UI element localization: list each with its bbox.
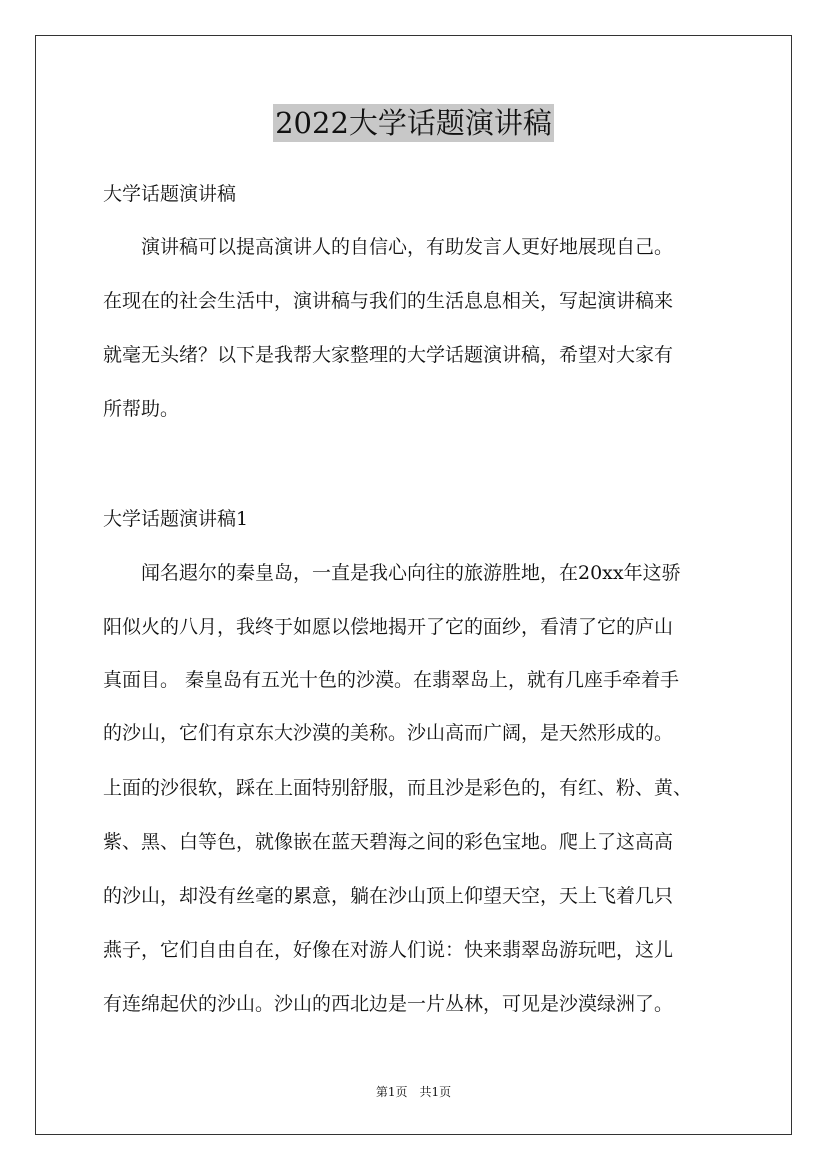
paragraph-line: 所帮助。 xyxy=(103,398,180,420)
title-container xyxy=(0,104,827,142)
paragraph-line: 的沙山，却没有丝毫的累意，躺在沙山顶上仰望天空，天上飞着几只 xyxy=(103,885,674,907)
paragraph-line: 上面的沙很软，踩在上面特别舒服，而且沙是彩色的，有红、粉、黄、 xyxy=(103,777,693,799)
paragraph-line: 就毫无头绪？以下是我帮大家整理的大学话题演讲稿，希望对大家有 xyxy=(103,344,674,366)
paragraph-line: 阳似火的八月，我终于如愿以偿地揭开了它的面纱，看清了它的庐山 xyxy=(103,616,674,638)
paragraph-line: 在现在的社会生活中，演讲稿与我们的生活息息相关，写起演讲稿来 xyxy=(103,290,674,312)
section-heading: 大学话题演讲稿1 xyxy=(103,508,249,530)
section-heading: 大学话题演讲稿 xyxy=(103,183,237,205)
page-number-footer: 第1页 共1页 xyxy=(375,1085,452,1099)
paragraph-line: 闻名遐尔的秦皇岛，一直是我心向往的旅游胜地，在20xx年这骄 xyxy=(103,562,681,584)
paragraph-line: 有连绵起伏的沙山。沙山的西北边是一片丛林，可见是沙漠绿洲了。 xyxy=(103,993,674,1015)
paragraph-line: 演讲稿可以提高演讲人的自信心，有助发言人更好地展现自己。 xyxy=(103,236,674,258)
paragraph-line: 紫、黑、白等色，就像嵌在蓝天碧海之间的彩色宝地。爬上了这高高 xyxy=(103,831,674,853)
paragraph-line: 燕子，它们自由自在，好像在对游人们说：快来翡翠岛游玩吧，这儿 xyxy=(103,939,674,961)
document-title: 2022大学话题演讲稿 xyxy=(275,106,552,140)
paragraph-line: 真面目。 秦皇岛有五光十色的沙漠。在翡翠岛上，就有几座手牵着手 xyxy=(103,669,680,691)
paragraph-line: 的沙山，它们有京东大沙漠的美称。沙山高而广阔，是天然形成的。 xyxy=(103,722,674,744)
